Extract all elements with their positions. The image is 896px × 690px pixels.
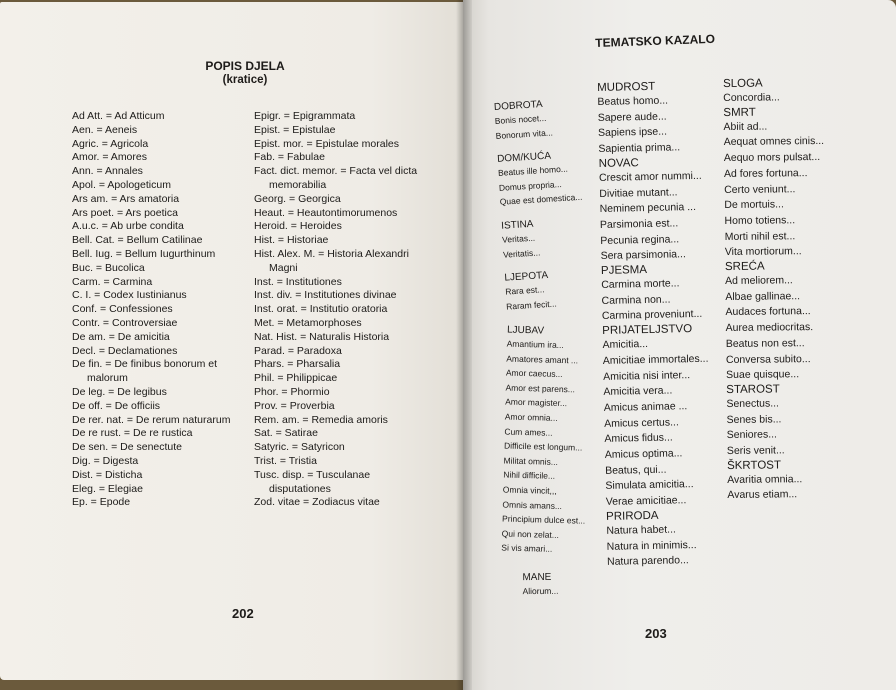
index-entry: Neminem pecunia ... <box>599 201 697 216</box>
abbreviation-entry: Fact. dict. memor. = Facta vel dicta memorabilia <box>254 165 418 191</box>
index-entry: Aequat omnes cinis... <box>723 135 825 149</box>
abbreviation-entry: Georg. = Georgica <box>254 192 341 205</box>
index-entry: Ad fores fortuna... <box>723 166 808 180</box>
abbreviation-entry: De off. = De officiis <box>72 399 161 412</box>
index-entry: Pecunia regina... <box>600 232 680 247</box>
index-entry: Quae est domestica... <box>499 192 583 208</box>
abbreviation-entry: Parad. = Paradoxa <box>254 344 342 357</box>
abbreviation-entry: De am. = De amicitia <box>72 330 170 343</box>
index-entry: Bonorum vita... <box>495 127 554 141</box>
index-entry: Divitiae mutant... <box>599 185 678 200</box>
abbreviation-entry: Inst. div. = Institutiones divinae <box>254 289 397 302</box>
abbreviation-entry: Nat. Hist. = Naturalis Historia <box>254 330 390 343</box>
index-entry: Amantium ira... <box>506 338 564 351</box>
index-entry: Amor magister... <box>505 397 568 409</box>
abbreviation-entry: De re rust. = De re rustica <box>72 427 193 440</box>
index-entry: Cum ames... <box>504 426 553 438</box>
abbreviation-entry: De leg. = De legibus <box>72 385 167 398</box>
index-entry: Bonis nocet... <box>494 112 547 126</box>
index-entry: Seniores... <box>726 428 778 442</box>
index-heading: STAROST <box>726 383 780 396</box>
abbreviation-entry: Heroid. = Heroides <box>254 220 342 233</box>
abbreviation-entry: Bell. Iug. = Bellum Iugurthinum <box>72 247 216 260</box>
abbreviation-entry: Decl. = Declamationes <box>72 344 178 357</box>
index-entry: Omnia vincit,,, <box>502 484 557 497</box>
index-entry: Domus propria... <box>498 178 562 193</box>
abbreviation-entry: Phor. = Phormio <box>254 385 330 398</box>
index-group <box>606 508 731 571</box>
abbreviation-entry: Rem. am. = Remedia amoris <box>254 413 388 426</box>
abbreviation-entry: Contr. = Controversiae <box>72 316 178 329</box>
index-group <box>601 262 726 325</box>
abbreviation-entry: De fin. = De finibus bonorum et malorum <box>72 358 218 385</box>
index-entry: Morti nihil est... <box>724 229 796 243</box>
abbreviation-entry: Apol. = Apologeticum <box>72 178 171 191</box>
index-entry: Suae quisque... <box>726 368 800 382</box>
index-column-3 <box>723 77 845 504</box>
abbreviation-entry: Inst. = Institutiones <box>254 275 342 288</box>
index-entry: Beatus, qui... <box>605 463 667 477</box>
abbreviation-entry: Dist. = Disticha <box>72 468 143 481</box>
index-heading: MANE <box>522 572 552 584</box>
index-heading: SREĆA <box>724 260 765 274</box>
abbreviation-entry: Hist. = Historiae <box>254 234 329 247</box>
book-spine-shadow <box>456 0 472 690</box>
index-heading: MUDROST <box>597 80 656 94</box>
index-title: TEMATSKO KAZALO <box>595 31 716 50</box>
index-group <box>504 265 610 313</box>
index-entry: Si vis amari... <box>501 543 553 555</box>
abbreviation-entry: De rer. nat. = De rerum naturarum <box>72 413 231 426</box>
index-entry: Sapientia prima... <box>598 141 681 156</box>
index-entry: Difficile est longum... <box>503 441 583 454</box>
index-entry: Natura parendo... <box>606 554 689 569</box>
abbreviation-list-right <box>254 110 426 510</box>
index-entry: Sera parsimonia... <box>600 248 686 263</box>
abbreviation-entry: Aen. = Aeneis <box>72 123 138 136</box>
index-entry: Amicitia nisi inter... <box>603 368 691 383</box>
index-entry: Homo totiens... <box>724 214 796 227</box>
abbreviation-entry: Amor. = Amores <box>72 151 147 164</box>
index-entry: Aurea mediocritas. <box>725 321 814 335</box>
index-heading: SMRT <box>723 106 756 119</box>
abbreviation-list-left <box>72 110 252 510</box>
index-entry: Certo veniunt... <box>724 182 796 196</box>
index-entry: Ad meliorem... <box>725 274 793 288</box>
index-entry: Albae gallinae... <box>725 289 801 303</box>
index-entry: Veritatis... <box>502 246 541 260</box>
index-entry: Amicitiae immortales... <box>602 352 709 367</box>
index-entry: Veritas... <box>501 232 536 245</box>
abbreviation-entry: De sen. = De senectute <box>72 441 183 454</box>
index-entry: Omnis amans... <box>502 499 563 511</box>
abbreviation-entry: Phil. = Philippicae <box>254 372 338 385</box>
index-entry: Beatus non est... <box>725 337 805 350</box>
abbreviation-entry: Satyric. = Satyricon <box>254 441 345 454</box>
index-group <box>522 570 626 599</box>
abbreviation-entry: Bell. Cat. = Bellum Catilinae <box>72 234 203 247</box>
index-group <box>602 322 730 510</box>
index-entry: Amicus fidus... <box>604 431 673 446</box>
index-entry: Abiit ad... <box>723 120 768 133</box>
index-heading: PRIJATELJSTVO <box>602 323 693 338</box>
index-heading: LJUBAV <box>506 324 545 337</box>
abbreviation-entry: Fab. = Fabulae <box>254 151 325 164</box>
abbreviation-entry: Heaut. = Heautontimorumenos <box>254 206 398 219</box>
index-entry: Sapiens ipse... <box>597 125 668 140</box>
abbreviation-entry: Agric. = Agricola <box>72 137 149 150</box>
abbreviation-entry: Epigr. = Epigrammata <box>254 110 356 122</box>
index-heading: PJESMA <box>600 264 648 277</box>
index-entry: Parsimonia est... <box>599 217 679 231</box>
abbreviation-entry: A.u.c. = Ab urbe condita <box>72 220 184 233</box>
index-entry: Militat omnis... <box>503 455 559 468</box>
page-title: POPIS DJELA <box>205 59 285 73</box>
index-entry: Carmina proveniunt... <box>601 308 703 323</box>
index-entry: Simulata amicitia... <box>605 478 694 493</box>
index-column-2 <box>597 79 731 570</box>
page-subtitle: (kratice) <box>222 74 268 86</box>
index-entry: Audaces fortuna... <box>725 305 811 319</box>
abbreviation-entry: Inst. orat. = Institutio oratoria <box>254 303 388 316</box>
index-group <box>727 459 845 505</box>
index-entry: Amor omnia... <box>504 411 558 424</box>
index-heading: ISTINA <box>500 218 534 232</box>
index-entry: Carmina morte... <box>601 277 680 291</box>
index-group <box>501 324 611 559</box>
abbreviation-entry: Ad Att. = Ad Atticum <box>72 110 165 122</box>
abbreviation-entry: Ars poet. = Ars poetica <box>72 206 178 219</box>
index-entry: Amicus certus... <box>604 416 679 430</box>
index-group <box>723 105 843 261</box>
abbreviation-entry: Epist. mor. = Epistulae morales <box>254 137 400 150</box>
index-entry: Natura in minimis... <box>606 538 697 553</box>
abbreviation-entry: Dig. = Digesta <box>72 454 139 467</box>
index-heading: PRIRODA <box>605 509 659 523</box>
index-entry: Conversa subito... <box>725 352 811 366</box>
index-entry: Rara est... <box>504 284 545 297</box>
abbreviation-entry: Tusc. disp. = Tusculanae disputationes <box>254 468 371 495</box>
index-group <box>501 213 607 261</box>
abbreviation-entry: Trist. = Tristia <box>254 454 317 467</box>
index-entry: Amor est parens... <box>505 382 576 395</box>
abbreviation-entry: Epist. = Epistulae <box>254 123 336 136</box>
page-number: 203 <box>645 626 667 641</box>
index-heading: ŠKRTOST <box>726 459 782 472</box>
abbreviation-entry: Ars am. = Ars amatoria <box>72 192 180 205</box>
index-group <box>726 383 845 460</box>
index-group <box>725 260 844 384</box>
abbreviation-entry: Sat. = Satirae <box>254 427 318 440</box>
index-heading: DOBROTA <box>493 99 543 113</box>
abbreviation-entry: Phars. = Pharsalia <box>254 358 341 371</box>
abbreviation-entry: Prov. = Proverbia <box>254 399 335 412</box>
index-entry: De mortuis... <box>724 198 784 212</box>
right-page <box>463 0 896 690</box>
index-entry: Beatus homo... <box>597 94 669 108</box>
index-entry: Sapere aude... <box>597 110 667 124</box>
index-entry: Amicitia vera... <box>603 384 673 399</box>
index-entry: Seris venit... <box>726 444 785 458</box>
index-entry: Senes bis... <box>726 413 782 426</box>
index-entry: Aequo mors pulsat... <box>723 151 821 165</box>
abbreviation-entry: C. I. = Codex Iustinianus <box>72 289 187 302</box>
index-entry: Aliorum... <box>522 586 559 597</box>
index-group <box>494 95 600 143</box>
index-entry: Amicitia... <box>602 338 649 352</box>
index-heading: DOM/KUĆA <box>496 150 552 166</box>
index-entry: Verae amicitiae... <box>605 494 687 509</box>
index-entry: Crescit amor nummi... <box>598 169 702 184</box>
abbreviation-entry: Ep. = Epode <box>72 496 131 509</box>
index-heading: LJEPOTA <box>504 270 549 284</box>
index-group <box>599 155 725 265</box>
abbreviation-entry: Zod. vitae = Zodiacus vitae <box>254 496 380 509</box>
index-group <box>597 79 723 157</box>
index-heading: NOVAC <box>598 156 639 170</box>
abbreviation-entry: Hist. Alex. M. = Historia Alexandri Magni <box>254 247 409 274</box>
abbreviation-entry: Eleg. = Elegiae <box>72 482 143 495</box>
index-entry: Natura habet... <box>606 523 676 537</box>
abbreviation-entry: Buc. = Bucolica <box>72 261 145 274</box>
index-group <box>497 147 604 210</box>
index-entry: Vita mortiorum... <box>724 245 802 259</box>
index-entry: Amicus optima... <box>604 447 683 461</box>
index-entry: Amatores amant ... <box>506 353 579 366</box>
index-entry: Concordia... <box>723 91 780 104</box>
index-entry: Principium dulce est... <box>502 513 586 527</box>
index-entry: Carmina non... <box>601 293 671 307</box>
abbreviation-entry: Met. = Metamorphoses <box>254 316 362 329</box>
index-entry: Nihil difficile... <box>503 470 556 482</box>
left-page <box>0 2 463 680</box>
index-entry: Beatus ille homo... <box>497 163 569 179</box>
index-entry: Senectus... <box>726 397 780 410</box>
index-group <box>723 77 841 107</box>
index-entry: Raram fecit... <box>505 298 557 312</box>
abbreviation-entry: Carm. = Carmina <box>72 275 153 288</box>
abbreviation-entry: Ann. = Annales <box>72 165 143 178</box>
index-entry: Qui non zelat... <box>501 528 560 541</box>
index-heading: SLOGA <box>723 77 763 90</box>
index-entry: Amicus animae ... <box>603 400 688 414</box>
abbreviation-entry: Conf. = Confessiones <box>72 303 173 316</box>
index-entry: Avaritia omnia... <box>727 472 803 486</box>
page-number: 202 <box>232 606 254 621</box>
index-entry: Amor caecus... <box>505 368 563 380</box>
index-entry: Avarus etiam... <box>727 488 798 502</box>
